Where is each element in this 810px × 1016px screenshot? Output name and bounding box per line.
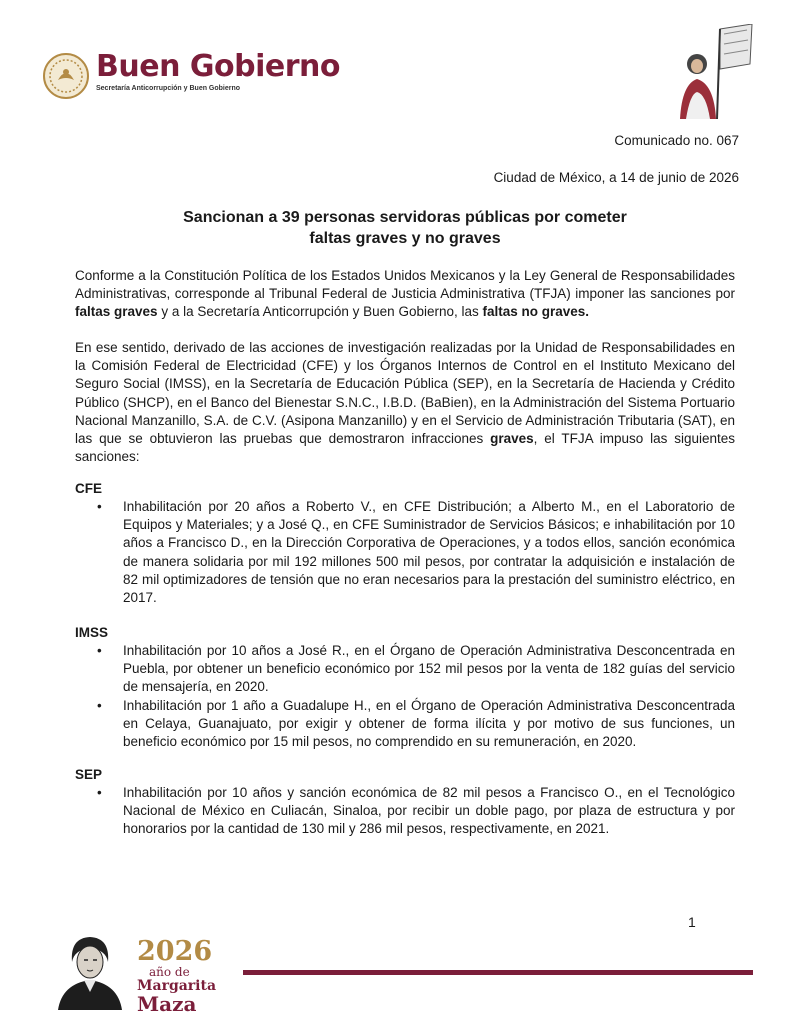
footer-year-block — [137, 938, 216, 1014]
document-title — [75, 207, 735, 249]
paragraph-2-bold-b: graves — [490, 431, 534, 447]
national-seal-icon — [42, 52, 90, 100]
title-line-2: faltas graves y no graves — [309, 230, 501, 247]
list-item — [75, 498, 735, 607]
footer-line-2: año de — [149, 965, 190, 979]
footer-line-3: Margarita — [137, 978, 217, 994]
list-item-text: Inhabilitación por 10 años a José R., en el Órgano de Operación Administrativa Desconcentrada en Puebla, por obtener un beneficio económico por 152 mil pesos por la venta de 182 guías del servicio de mensajería, en 2020. — [123, 643, 735, 695]
paragraph-1 — [75, 267, 735, 322]
bullet-icon: • — [97, 643, 102, 658]
section-heading-imss: IMSS — [75, 625, 109, 640]
footer-line-4: Maza — [137, 992, 197, 1016]
bullet-icon: • — [97, 499, 102, 514]
paragraph-1-text-c: y a la Secretaría Anticorrupción y Buen Gobierno, las — [157, 304, 483, 320]
list-item — [75, 784, 735, 839]
paragraph-1-bold-b: faltas graves — [75, 304, 158, 320]
place-date: Ciudad de México, a 14 de junio de 2026 — [493, 170, 739, 185]
list-item — [75, 697, 735, 752]
flag-heroine-icon — [662, 24, 762, 124]
portrait-margarita-maza-icon — [50, 932, 130, 1010]
paragraph-2-text-c: , el TFJA impuso las siguientes sanciones: — [75, 431, 735, 465]
list-item-text: Inhabilitación por 1 año a Guadalupe H., en el Órgano de Operación Administrativa Desconcentrada en Celaya, Guanajuato, por exigir y obtener de forma ilícita y por motivo de sus funciones, un beneficio económico por 15 mil pesos, no comprendido en su remuneración, en 2020. — [123, 697, 735, 750]
bullet-icon: • — [97, 697, 102, 713]
list-item — [75, 642, 735, 697]
section-heading-cfe: CFE — [75, 481, 102, 496]
title-line-1: Sancionan a 39 personas servidoras públicas por cometer — [183, 209, 627, 226]
paragraph-1-text-a: Conforme a la Constitución Política de los Estados Unidos Mexicanos y la Ley General de Responsabilidades Administrativas, corresponde al Tribunal Federal de Justicia Administrativa (TFJA) imponer las sanciones por — [75, 268, 735, 302]
list-sep — [75, 784, 735, 839]
paragraph-2 — [75, 339, 735, 466]
brand-block — [96, 50, 340, 92]
list-item-text: Inhabilitación por 10 años y sanción económica de 82 mil pesos a Francisco O., en el Tecnológico Nacional de México en Culiacán, Sinaloa, por recibir un doble pago, por plaza de estructura y por honorarios por la cantidad de 130 mil y 286 mil pesos, respectivamente, en 2021. — [123, 785, 735, 837]
list-item-text: Inhabilitación por 20 años a Roberto V., en CFE Distribución; a Alberto M., en el Laboratorio de Equipos y Materiales; y a José Q., en CFE Suministrador de Servicios Básicos; e inhabilitación por 10 años a Francisco D., en la Dirección Corporativa de Operaciones, y a todos ellos, sanción económica de manera solidaria por mil 192 millones 500 mil pesos, por contratar la adquisición e instalación de 82 mil optimizadores de tensión que no eran necesarios para la prestación del suministro eléctrico, en 2017. — [123, 499, 735, 606]
communique-number: Comunicado no. 067 — [614, 133, 739, 148]
list-cfe — [75, 498, 735, 607]
footer-year: 2026 — [137, 936, 213, 967]
brand-subtitle: Secretaría Anticorrupción y Buen Gobierno — [96, 85, 241, 92]
bullet-icon: • — [97, 785, 102, 800]
footer-divider — [243, 970, 753, 975]
letterhead — [40, 44, 780, 114]
paragraph-2-text-a: En ese sentido, derivado de las acciones de investigación realizadas por la Unidad de Responsabilidades en la Comisión Federal de Electricidad (CFE) y los Órganos Internos de Control en el Instituto Mexicano del Seguro Social (IMSS), en la Secretaría de Educación Pública (SEP), en la Secretaría de Hacienda y Crédito Público (SHCP), en el Banco del Bienestar S.N.C., I.B.D. (BaBien), en la Administración del Sistema Portuario Nacional Manzanillo, S.A. de C.V. (Asipona Manzanillo) y en el Servicio de Administración Tributaria (SAT), en las que se obtuvieron las pruebas que demostraron infracciones — [75, 340, 735, 447]
page-number: 1 — [688, 914, 696, 930]
brand-title: Buen Gobierno — [96, 49, 340, 84]
section-heading-sep: SEP — [75, 767, 103, 782]
paragraph-1-bold-d: faltas no graves. — [482, 304, 590, 320]
list-imss — [75, 642, 735, 751]
